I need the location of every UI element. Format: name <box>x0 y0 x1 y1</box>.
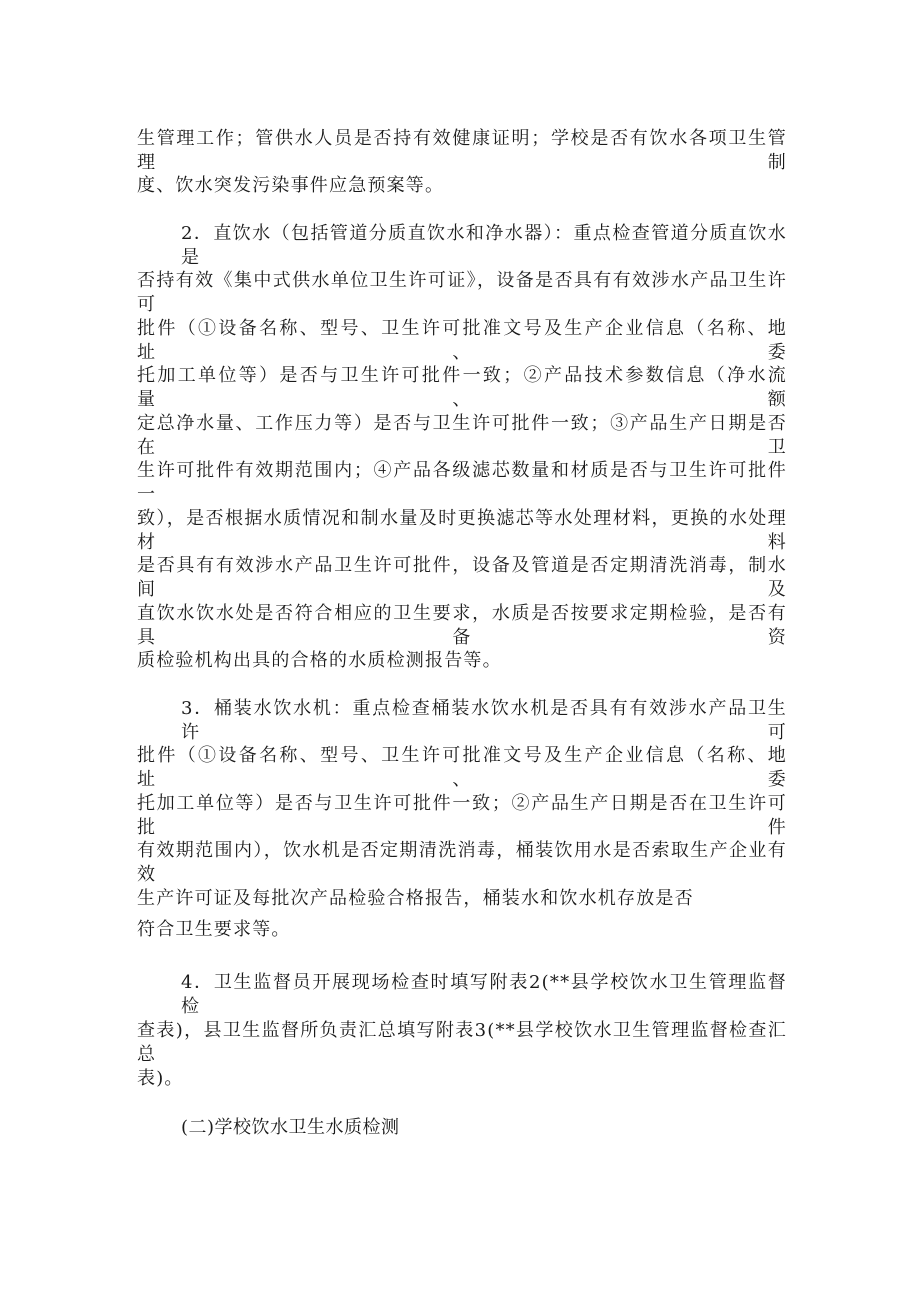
paragraph-line: 是否具有有效涉水产品卫生许可批件，设备及管道是否定期清洗消毒，制水间及 <box>137 555 787 600</box>
paragraph-line: 托加工单位等）是否与卫生许可批件一致；②产品技术参数信息（净水流量、额 <box>137 365 787 410</box>
paragraph-line: 批件（①设备名称、型号、卫生许可批准文号及生产企业信息（名称、地址、委 <box>137 745 787 790</box>
section-heading: (二)学校饮水卫生水质检测 <box>181 1117 400 1138</box>
paragraph-line: 查表)，县卫生监督所负责汇总填写附表3(**县学校饮水卫生管理监督检查汇总 <box>137 1020 787 1065</box>
paragraph-line: 表)。 <box>137 1068 184 1089</box>
paragraph-line: 生产许可证及每批次产品检验合格报告，桶装水和饮水机存放是否 <box>137 888 694 909</box>
paragraph-line: 符合卫生要求等。 <box>137 919 291 940</box>
paragraph-line: 质检验机构出具的合格的水质检测报告等。 <box>137 650 502 671</box>
paragraph-line: 度、饮水突发污染事件应急预案等。 <box>137 175 445 196</box>
paragraph-line: 致），是否根据水质情况和制水量及时更换滤芯等水处理材料，更换的水处理材料 <box>137 508 787 553</box>
paragraph-line: 定总净水量、工作压力等）是否与卫生许可批件一致；③产品生产日期是否在卫 <box>137 413 787 458</box>
paragraph-line: 托加工单位等）是否与卫生许可批件一致；②产品生产日期是否在卫生许可批件 <box>137 793 787 838</box>
paragraph-line: 否持有效《集中式供水单位卫生许可证》，设备是否具有有效涉水产品卫生许可 <box>137 270 787 315</box>
paragraph-line: 批件（①设备名称、型号、卫生许可批准文号及生产企业信息（名称、地址、委 <box>137 318 787 363</box>
paragraph-line: 直饮水饮水处是否符合相应的卫生要求，水质是否按要求定期检验，是否有具备资 <box>137 603 787 648</box>
paragraph-line: 2．直饮水（包括管道分质直饮水和净水器）：重点检查管道分质直饮水是 <box>181 223 787 268</box>
paragraph-line: 4．卫生监督员开展现场检查时填写附表2(**县学校饮水卫生管理监督检 <box>181 972 787 1017</box>
paragraph-line: 生许可批件有效期范围内；④产品各级滤芯数量和材质是否与卫生许可批件一 <box>137 460 787 505</box>
paragraph-line: 有效期范围内），饮水机是否定期清洗消毒，桶装饮用水是否索取生产企业有效 <box>137 840 787 885</box>
paragraph-line: 3．桶装水饮水机：重点检查桶装水饮水机是否具有有效涉水产品卫生许可 <box>181 698 787 743</box>
paragraph-line: 生管理工作；管供水人员是否持有效健康证明；学校是否有饮水各项卫生管理制 <box>137 128 787 173</box>
